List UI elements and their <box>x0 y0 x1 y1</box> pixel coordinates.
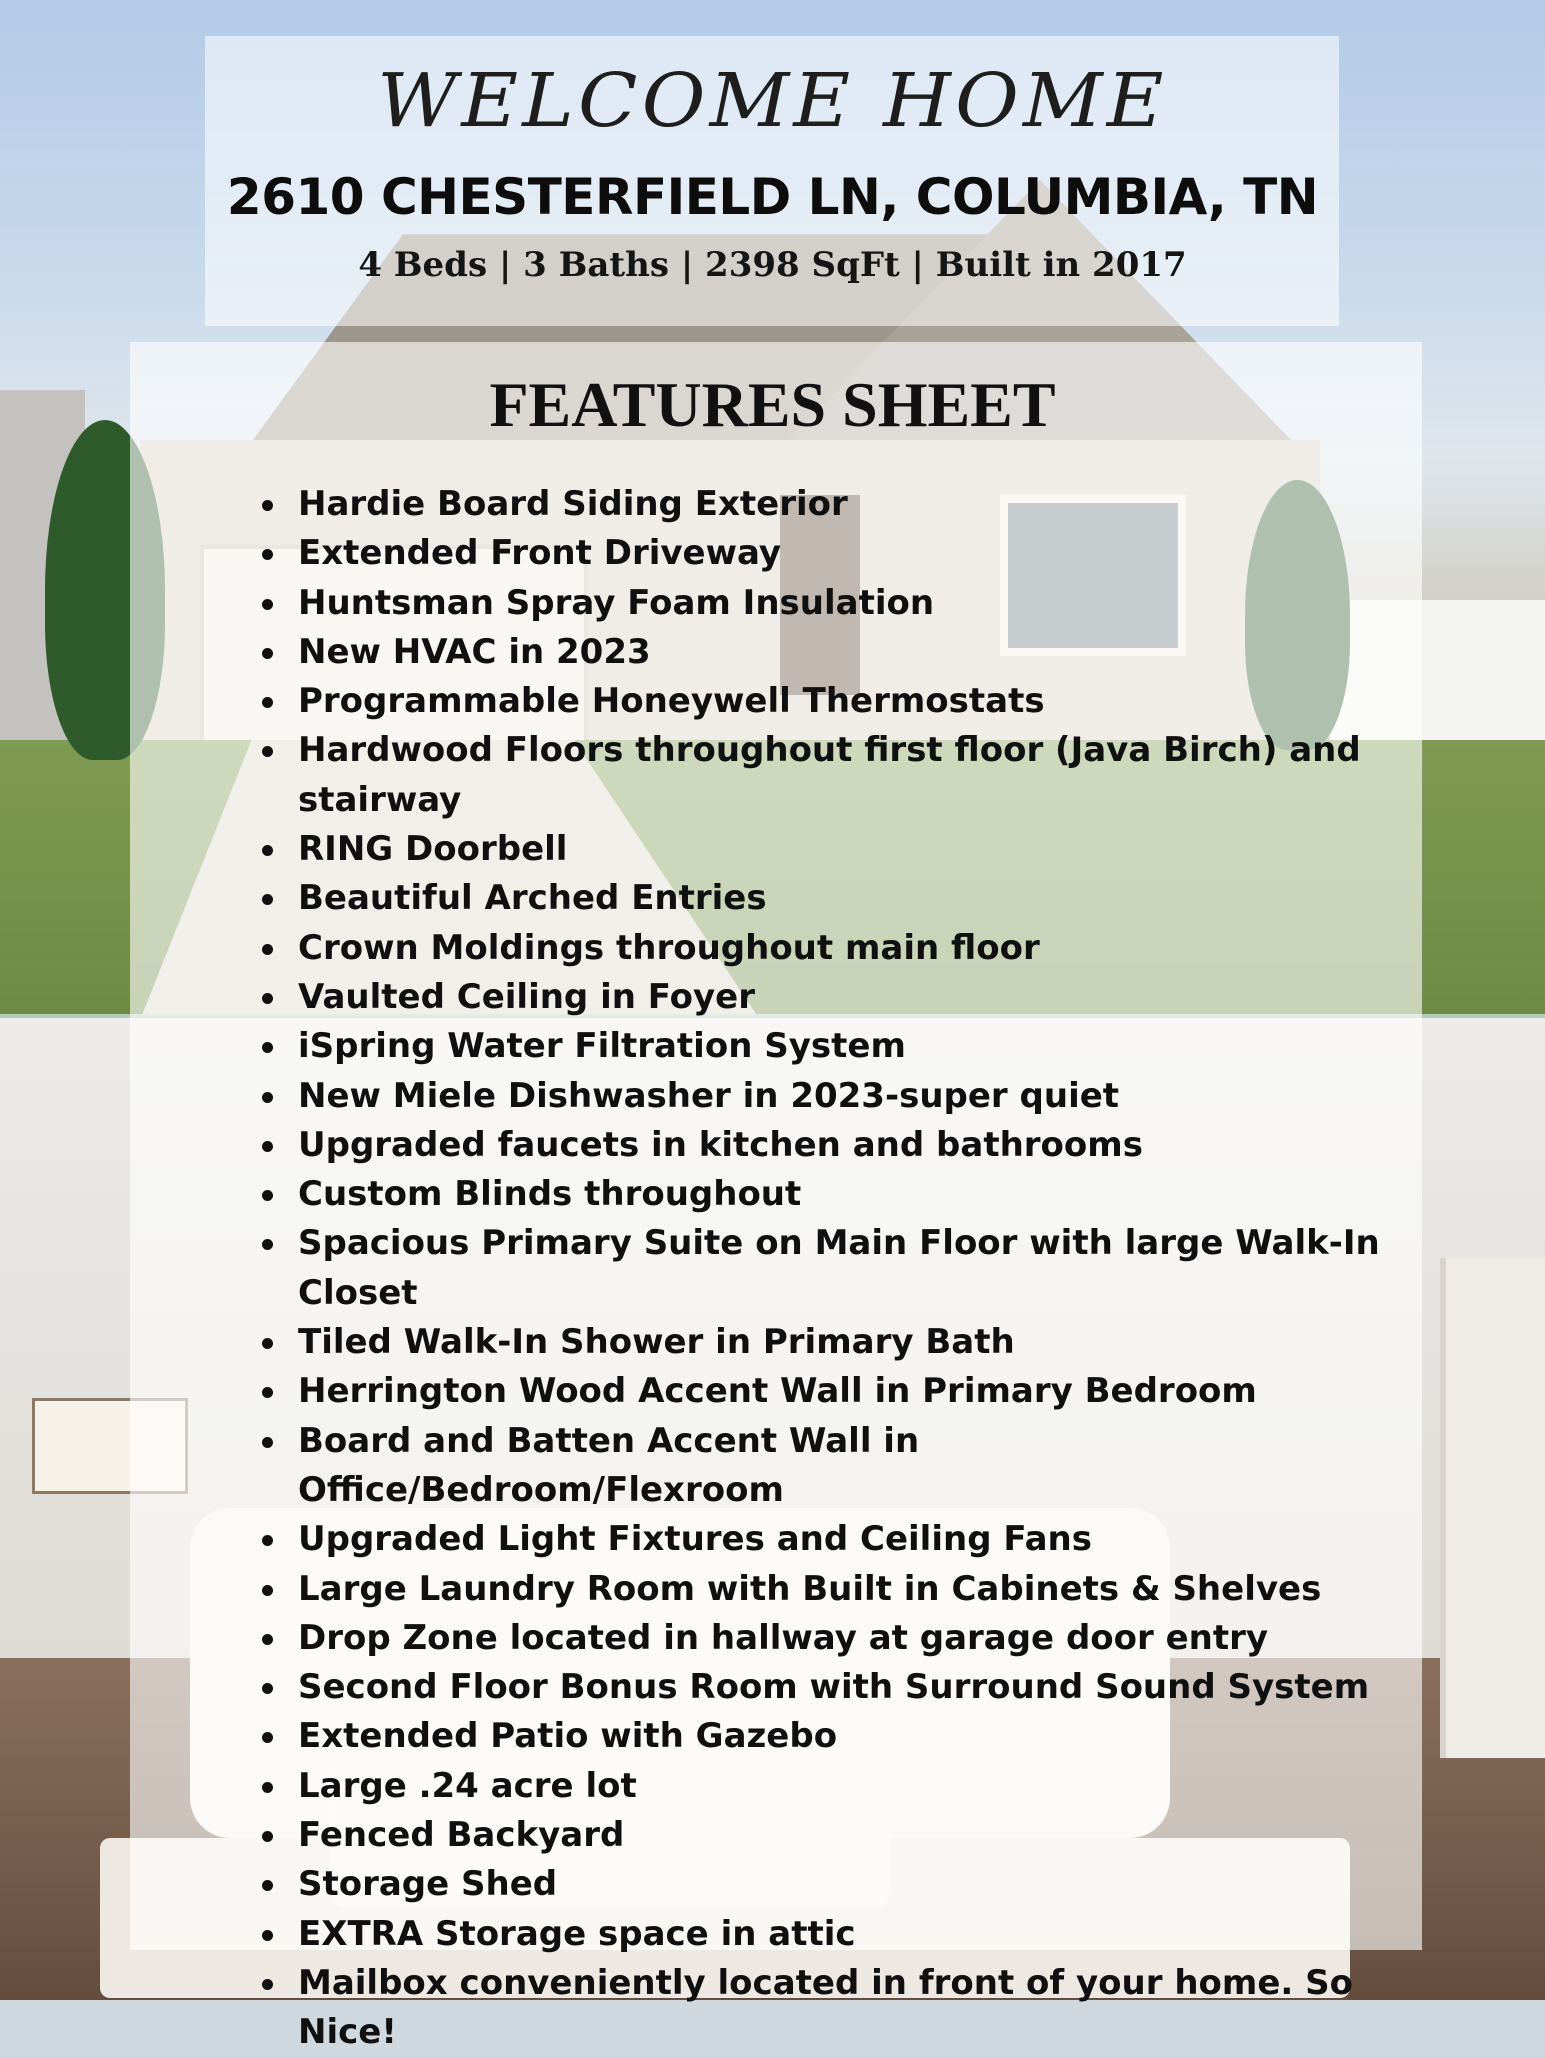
list-item: Upgraded Light Fixtures and Ceiling Fans <box>262 1515 1402 1564</box>
list-item: Board and Batten Accent Wall in Office/Bedroom/Flexroom <box>262 1417 1402 1516</box>
list-item: New HVAC in 2023 <box>262 628 1402 677</box>
list-item: Mailbox conveniently located in front of your home. So Nice! <box>262 1959 1402 2058</box>
list-item: Large .24 acre lot <box>262 1762 1402 1811</box>
list-item: Hardwood Floors throughout first floor (Java Birch) and stairway <box>262 726 1402 825</box>
list-item: Extended Front Driveway <box>262 529 1402 578</box>
spec-separator: | <box>680 245 694 285</box>
feature-list <box>262 480 1402 2058</box>
doorway <box>1440 1258 1545 1758</box>
list-item: Custom Blinds throughout <box>262 1170 1402 1219</box>
baths-count: 3 Baths <box>523 245 669 285</box>
list-item: Drop Zone located in hallway at garage door entry <box>262 1614 1402 1663</box>
property-specs <box>0 245 1545 285</box>
list-item: Extended Patio with Gazebo <box>262 1712 1402 1761</box>
spec-separator: | <box>911 245 924 285</box>
list-item: Spacious Primary Suite on Main Floor with large Walk-In Closet <box>262 1219 1402 1318</box>
list-item: Fenced Backyard <box>262 1811 1402 1860</box>
property-address: 2610 CHESTERFIELD LN, COLUMBIA, TN <box>226 168 1319 226</box>
list-item: Upgraded faucets in kitchen and bathrooms <box>262 1121 1402 1170</box>
spec-separator: | <box>498 245 512 285</box>
features-title: FEATURES SHEET <box>489 369 1056 440</box>
list-item: Hardie Board Siding Exterior <box>262 480 1402 529</box>
list-item: Tiled Walk-In Shower in Primary Bath <box>262 1318 1402 1367</box>
list-item: New Miele Dishwasher in 2023-super quiet <box>262 1072 1402 1121</box>
year-built: Built in 2017 <box>935 245 1187 285</box>
beds-count: 4 Beds <box>358 245 488 285</box>
list-item: Programmable Honeywell Thermostats <box>262 677 1402 726</box>
list-item: iSpring Water Filtration System <box>262 1022 1402 1071</box>
list-item: RING Doorbell <box>262 825 1402 874</box>
list-item: EXTRA Storage space in attic <box>262 1910 1402 1959</box>
list-item: Huntsman Spray Foam Insulation <box>262 579 1402 628</box>
welcome-heading: WELCOME HOME <box>377 58 1168 144</box>
list-item: Herrington Wood Accent Wall in Primary Bedroom <box>262 1367 1402 1416</box>
list-item: Crown Moldings throughout main floor <box>262 924 1402 973</box>
list-item: Large Laundry Room with Built in Cabinets & Shelves <box>262 1565 1402 1614</box>
list-item: Storage Shed <box>262 1860 1402 1909</box>
list-item: Second Floor Bonus Room with Surround Sound System <box>262 1663 1402 1712</box>
list-item: Vaulted Ceiling in Foyer <box>262 973 1402 1022</box>
square-footage: 2398 SqFt <box>705 245 900 285</box>
list-item: Beautiful Arched Entries <box>262 874 1402 923</box>
